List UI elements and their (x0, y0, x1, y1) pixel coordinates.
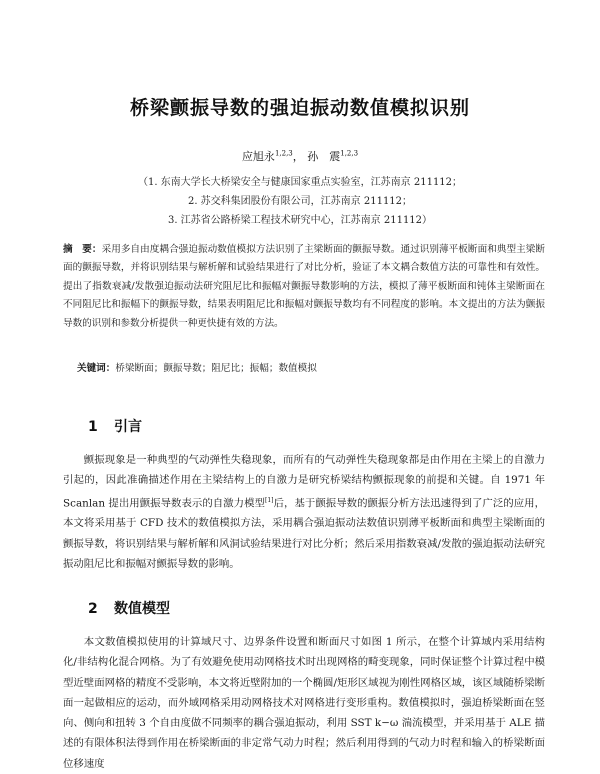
author-separator: ， (292, 150, 304, 163)
section-number: 1 (88, 419, 98, 435)
section-body (63, 450, 545, 574)
section-title: 数值模型 (114, 601, 170, 617)
keywords (77, 360, 545, 374)
keywords-label: 关键词： (77, 363, 116, 374)
section-number: 2 (88, 601, 98, 617)
author-name: 孙 震 (307, 150, 341, 163)
affiliation-line: （1. 东南大学长大桥梁安全与健康国家重点实验室，江苏南京 211112； (137, 177, 463, 188)
abstract-text: 采用多自由度耦合强迫振动数值模拟方法识别了主梁断面的颤振导数。通过识别薄平板断面和典型主梁断面的颤振导数，并将识别结果与解析解和试验结果进行了对比分析，验证了本文耦合数值方法的可靠性和有效性。提出了指数衰减/发散强迫振动法研究阻尼比和振幅对颤振导数影响的方法，模拟了薄平板断面和钝体主梁断面在不同阻尼比和振幅下的颤振导数，结果表明阻尼比和振幅对颤振导数均有不同程度的影响。本文提出的方法为颤振导数的识别和参数分析提供一种更快捷有效的方法。 (63, 244, 546, 329)
author-line (0, 148, 600, 164)
paragraph-text: 本文数值模拟使用的计算域尺寸、边界条件设置和断面尺寸如图 1 所示，在整个计算域内采用结构化/非结构化混合网格。为了有效避免使用动网格技术时出现网格的畸变现象，同时保证整个计算过程中模型近壁面网格的精度不受影响，本文将近壁附加的一个椭圆/矩形区域视为刚性网格区域，该区域随桥梁断面一起做相应的运动，而外域网格采用动网格技术对网格进行变形重构。数值模拟时，强迫桥梁断面在竖向、侧向和扭转 3 个自由度做不同频率的耦合强迫振动，利用 SST k−ω 湍流模型，并采用基于 ALE 描述的有限体积法得到作用在桥梁断面的非定常气动力时程；然后利用得到的气动力时程和输入的桥梁断面位移速度 (63, 636, 545, 770)
author-affiliation-mark: 1,2,3 (340, 149, 359, 158)
paper-title: 桥梁颤振导数的强迫振动数值模拟识别 (129, 97, 470, 119)
paragraph (63, 450, 545, 574)
paragraph-text: 颤振现象是一种典型的气动弹性失稳现象，而所有的气动弹性失稳现象都是由作用在主梁上的自激力引起的，因此准确描述作用在主梁结构上的自激力是研究桥梁结构颤振现象的前提和关键。自 1971 年 Scanlan 提出用颤振导数表示的自激力模型 (63, 454, 545, 510)
affiliation-line: 2. 苏交科集团股份有限公司，江苏南京 211112； (187, 196, 413, 207)
affiliation-line: 3. 江苏省公路桥梁工程技术研究中心，江苏南京 211112） (167, 215, 433, 226)
author-name: 应旭永 (241, 150, 275, 163)
section-body (63, 632, 545, 774)
author-affiliation-mark: 1,2,3 (274, 149, 293, 158)
section-heading (88, 598, 170, 618)
abstract (63, 241, 545, 333)
citation-ref: [1] (265, 496, 274, 504)
paragraph (63, 632, 545, 774)
keywords-text: 桥梁断面；颤振导数；阻尼比；振幅；数值模拟 (115, 363, 317, 374)
section-title: 引言 (114, 419, 142, 435)
paragraph-text: 后，基于颤振导数的颤振分析方法迅速得到了广泛的应用，本文将采用基于 CFD 技术的数值模拟方法，采用耦合强迫振动法数值识别薄平板断面和典型主梁断面的颤振导数，将识别结果与解析解和风洞试验结果进行对比分析；然后采用指数衰减/发散的强迫振动法研究振动阻尼比和振幅对颤振导数的影响。 (63, 497, 545, 570)
abstract-label: 摘 要： (63, 244, 102, 255)
section-heading (88, 416, 142, 436)
